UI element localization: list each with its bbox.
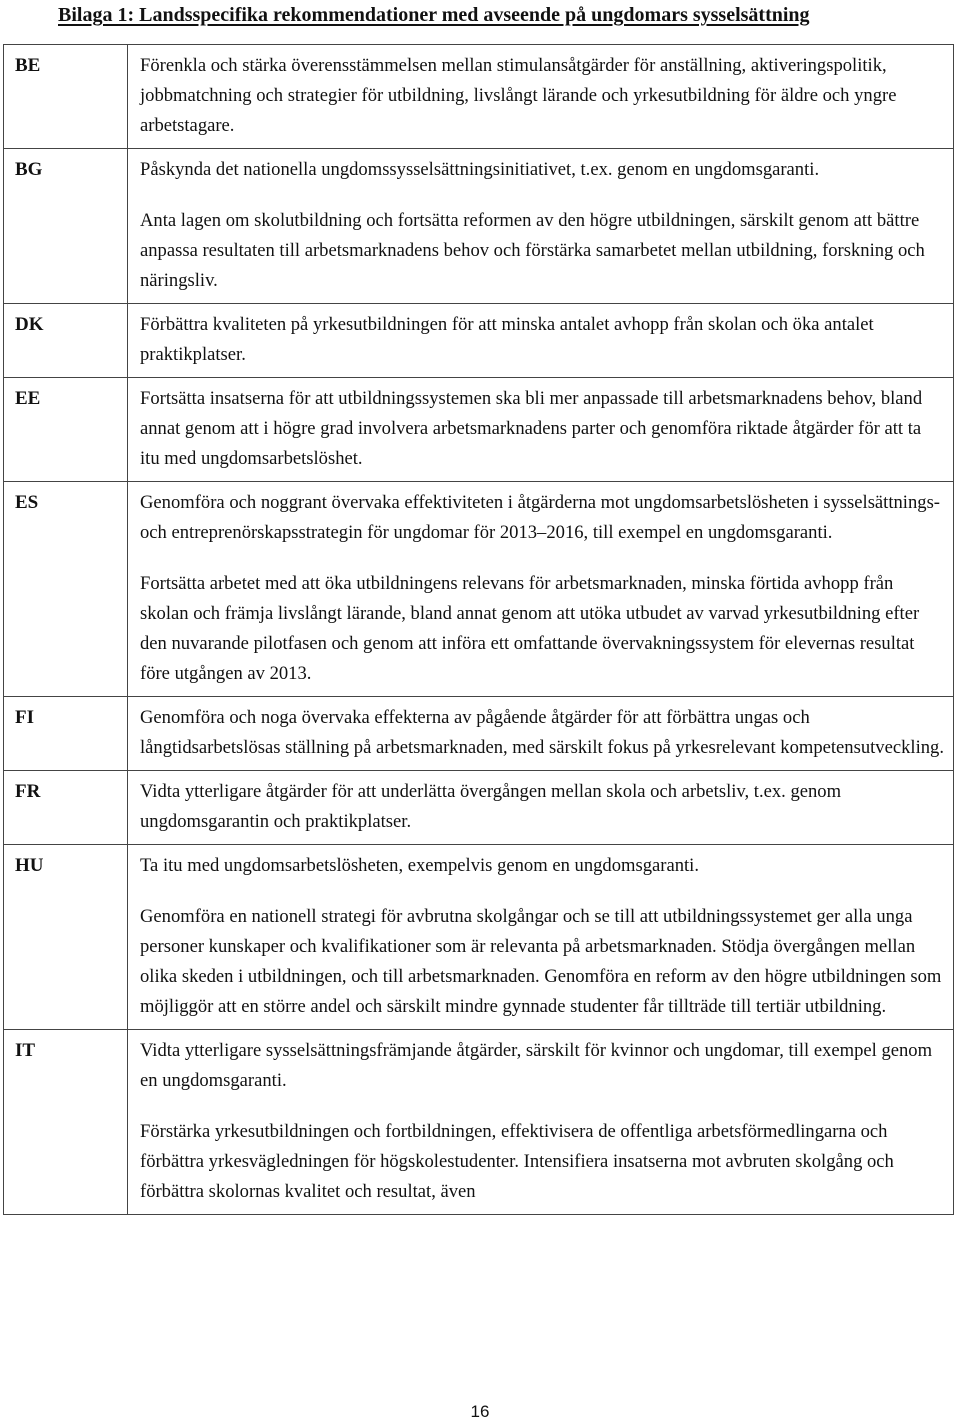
recommendation-text bbox=[128, 482, 954, 697]
recommendation-text bbox=[128, 304, 954, 378]
recommendation-paragraph: Påskynda det nationella ungdomssysselsättningsinitiativet, t.ex. genom en ungdomsgaranti. bbox=[140, 159, 820, 180]
table-row bbox=[4, 304, 954, 378]
recommendation-text bbox=[128, 697, 954, 771]
recommendation-paragraph: Vidta ytterligare sysselsättningsfrämjande åtgärder, särskilt för kvinnor och ungdomar, till exempel genom en ungdomsgaranti. bbox=[140, 1040, 933, 1091]
country-code: FR bbox=[4, 771, 128, 845]
recommendation-text bbox=[128, 45, 954, 149]
recommendation-text bbox=[128, 771, 954, 845]
recommendation-text bbox=[128, 845, 954, 1030]
table-row bbox=[4, 1030, 954, 1215]
table-row bbox=[4, 697, 954, 771]
country-code: EE bbox=[4, 378, 128, 482]
country-code: ES bbox=[4, 482, 128, 697]
recommendation-paragraph: Fortsätta insatserna för att utbildningssystemen ska bli mer anpassade till arbetsmarknadens behov, bland annat genom att i högre grad involvera arbetsmarknadens parter och genomföra riktade åtgärder för att ta itu med ungdomsarbetslöshet. bbox=[140, 388, 923, 469]
table-row bbox=[4, 378, 954, 482]
table-row bbox=[4, 845, 954, 1030]
recommendation-text bbox=[128, 1030, 954, 1215]
recommendation-paragraph: Genomföra och noga övervaka effekterna av pågående åtgärder för att förbättra ungas och långtidsarbetslösas ställning på arbetsmarknaden, med särskilt fokus på yrkesrelevant kompetensutveckling. bbox=[140, 707, 944, 758]
recommendation-paragraph: Förbättra kvaliteten på yrkesutbildningen för att minska antalet avhopp från skolan och öka antalet praktikplatser. bbox=[140, 314, 874, 365]
country-code: DK bbox=[4, 304, 128, 378]
recommendations-table bbox=[3, 44, 954, 1215]
country-code: IT bbox=[4, 1030, 128, 1215]
page-title: Bilaga 1: Landsspecifika rekommendationer med avseende på ungdomars sysselsättning bbox=[58, 4, 810, 26]
country-code: BG bbox=[4, 149, 128, 304]
recommendation-paragraph: Anta lagen om skolutbildning och fortsätta reformen av den högre utbildningen, särskilt genom att bättre anpassa resultaten till arbetsmarknadens behov och förstärka samarbetet mellan utbildning, forskning och näringsliv. bbox=[140, 210, 925, 291]
recommendation-paragraph: Förenkla och stärka överensstämmelsen mellan stimulansåtgärder för anställning, aktiveringspolitik, jobbmatchning och strategier för utbildning, livslångt lärande och yrkesutbildning för äldre och yngre arbetstagare. bbox=[140, 55, 897, 136]
country-code: FI bbox=[4, 697, 128, 771]
country-code: BE bbox=[4, 45, 128, 149]
recommendation-text bbox=[128, 149, 954, 304]
recommendation-paragraph: Fortsätta arbetet med att öka utbildningens relevans för arbetsmarknaden, minska förtida avhopp från skolan och främja livslångt lärande, bland annat genom att utöka utbudet av varvad yrkesutbildning efter den nuvarande pilotfasen och genom att införa ett omfattande övervakningssystem för elevernas resultat före utgången av 2013. bbox=[140, 573, 920, 684]
recommendation-paragraph: Genomföra och noggrant övervaka effektiviteten i åtgärderna mot ungdomsarbetslösheten i sysselsättnings- och entreprenörskapsstrategin för ungdomar för 2013–2016, till exempel en ungdomsgaranti. bbox=[140, 492, 940, 543]
table-row bbox=[4, 482, 954, 697]
recommendation-paragraph: Vidta ytterligare åtgärder för att underlätta övergången mellan skola och arbetsliv, t.ex. genom ungdomsgarantin och praktikplatser. bbox=[140, 781, 842, 832]
country-code: HU bbox=[4, 845, 128, 1030]
table-row bbox=[4, 45, 954, 149]
table-row bbox=[4, 771, 954, 845]
recommendation-paragraph: Genomföra en nationell strategi för avbrutna skolgångar och se till att utbildningssystemet ger alla unga personer kunskaper och kvalifikationer som är relevanta på arbetsmarknaden. Stödja övergången mellan olika skeden i utbildningen, och till arbetsmarknaden. Genomföra en reform av den högre utbildningen som möjliggör att en större andel och särskilt mindre gynnade studenter får tillträde till tertiär utbildning. bbox=[140, 906, 942, 1017]
page-number: 16 bbox=[470, 1402, 490, 1421]
table-row bbox=[4, 149, 954, 304]
recommendation-text bbox=[128, 378, 954, 482]
recommendation-paragraph: Ta itu med ungdomsarbetslösheten, exempelvis genom en ungdomsgaranti. bbox=[140, 855, 699, 876]
recommendation-paragraph: Förstärka yrkesutbildningen och fortbildningen, effektivisera de offentliga arbetsförmedlingarna och förbättra yrkesvägledningen för högskolestudenter. Intensifiera insatserna mot avbruten skolgång och förbättra skolornas kvalitet och resultat, även bbox=[140, 1121, 894, 1202]
